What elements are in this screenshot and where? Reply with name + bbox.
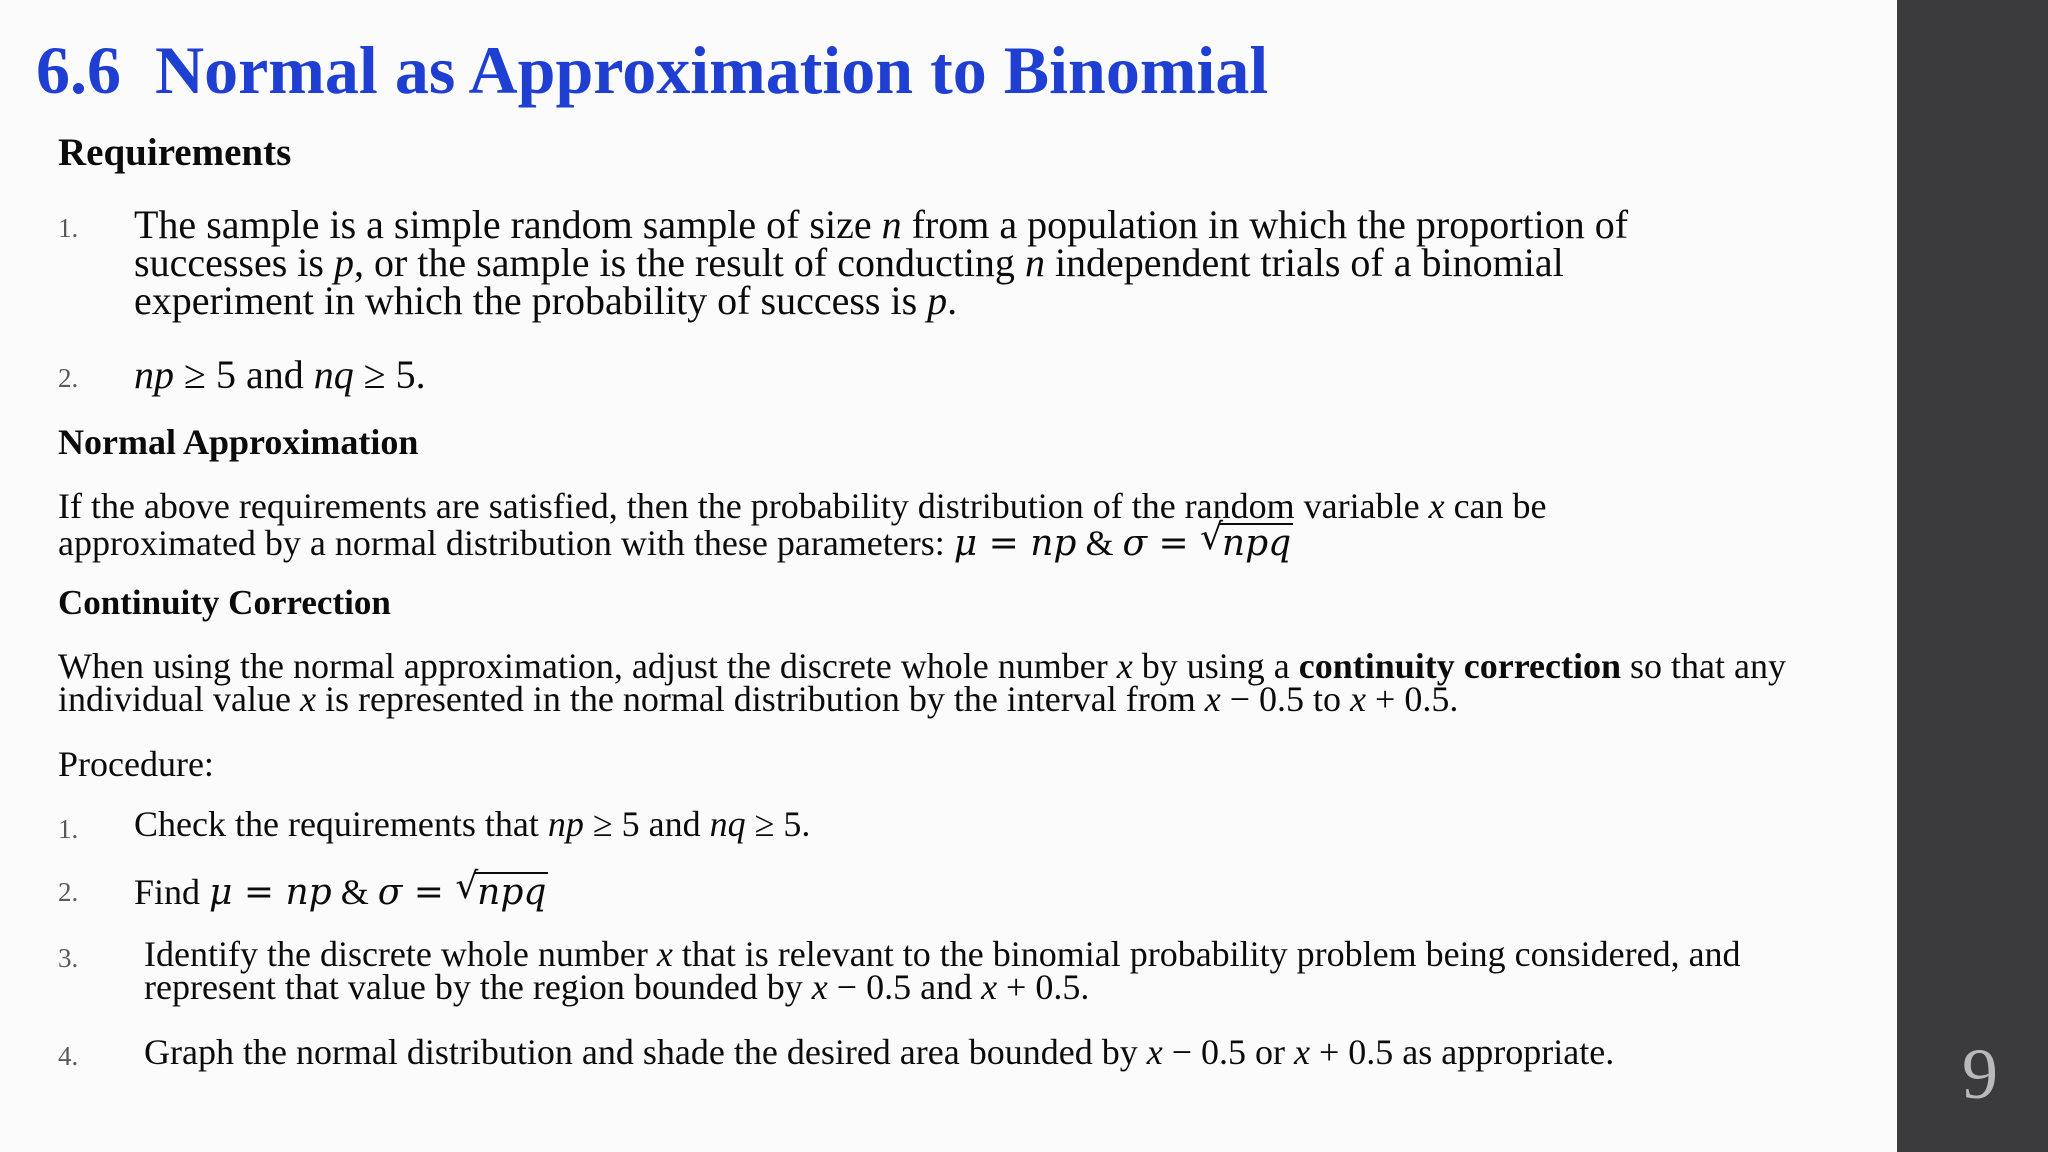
mu-formula: μ = np	[953, 523, 1077, 564]
requirement-2: np ≥ 5 and nq ≥ 5.	[134, 352, 426, 397]
title-number: 6.6	[36, 32, 121, 108]
requirement-1-line-2: successes is p, or the sample is the result of conducting n independent trials of a binomial	[134, 240, 1564, 285]
procedure-step-3-line-1: Identify the discrete whole number x that is relevant to the binomial probability problem being considered, and	[144, 934, 1741, 974]
procedure-step-2: Find μ = np & σ = √ npq	[134, 866, 547, 913]
continuity-correction-line-2: individual value x is represented in the normal distribution by the interval from x − 0.5 to x + 0.5.	[58, 679, 1459, 719]
procedure-2-number: 2.	[58, 877, 79, 907]
normal-approximation-line-2: approximated by a normal distribution with these parameters: μ = np & σ = √ npq	[58, 517, 1292, 564]
square-root: √ npq	[455, 866, 547, 913]
requirements-heading: Requirements	[58, 131, 292, 174]
normal-approximation-heading: Normal Approximation	[58, 422, 419, 462]
requirement-1-number: 1.	[58, 213, 79, 243]
continuity-correction-paragraph	[58, 646, 1786, 719]
continuity-correction-heading: Continuity Correction	[58, 583, 391, 622]
sigma-formula: σ =	[1122, 523, 1201, 564]
square-root: √ npq	[1200, 517, 1292, 564]
procedure-step-3	[144, 934, 1741, 1007]
page-number: 9	[1962, 1034, 1998, 1114]
normal-approximation-line-1: If the above requirements are satisfied, then the probability distribution of the random variable x can be	[58, 486, 1547, 526]
procedure-3-number: 3.	[58, 943, 79, 973]
normal-approximation-paragraph	[58, 486, 1547, 564]
procedure-4-number: 4.	[58, 1041, 79, 1071]
page-title	[36, 28, 1268, 112]
procedure-1-number: 1.	[58, 814, 79, 844]
procedure-step-1: Check the requirements that np ≥ 5 and nq ≥ 5.	[134, 804, 811, 844]
procedure-step-4: Graph the normal distribution and shade the desired area bounded by x − 0.5 or x + 0.5 as appropriate.	[144, 1032, 1615, 1072]
requirement-1	[134, 202, 1629, 323]
side-panel	[1897, 0, 2048, 1152]
procedure-step-3-line-2: represent that value by the region bounded by x − 0.5 and x + 0.5.	[144, 967, 1090, 1007]
requirement-2-number: 2.	[58, 363, 79, 393]
continuity-correction-line-1: When using the normal approximation, adjust the discrete whole number x by using a continuity correction so that any	[58, 646, 1786, 686]
procedure-label: Procedure:	[58, 744, 214, 784]
title-text: Normal as Approximation to Binomial	[155, 32, 1269, 108]
requirement-1-line-3: experiment in which the probability of success is p.	[134, 278, 958, 323]
requirement-1-line-1: The sample is a simple random sample of size n from a population in which the proportion of	[134, 202, 1629, 247]
